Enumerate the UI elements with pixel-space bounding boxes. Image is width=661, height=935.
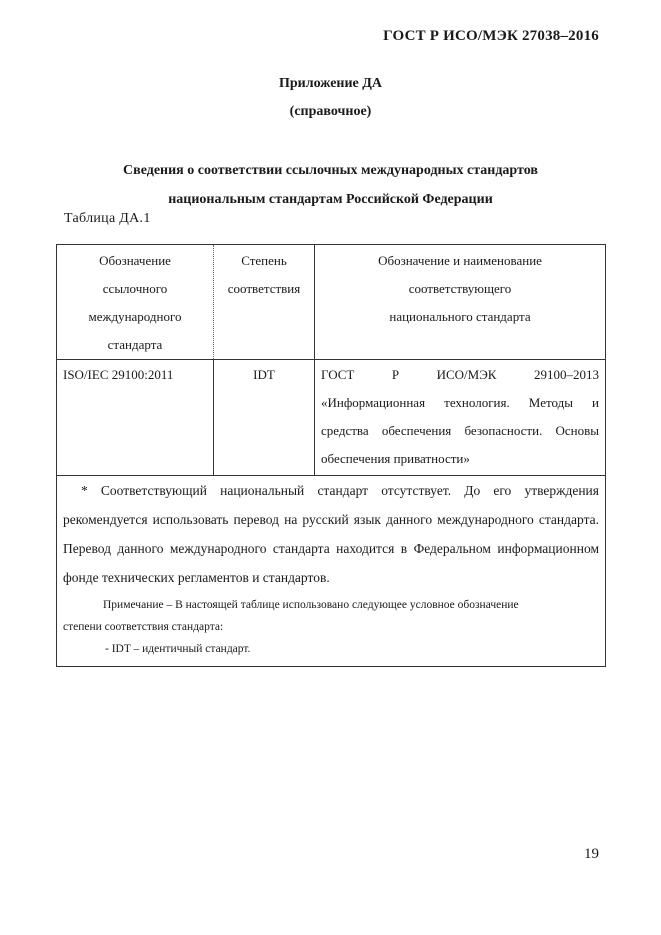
note-item: - IDT – идентичный стандарт. xyxy=(105,643,251,655)
designation-part: 29100–2013 xyxy=(533,367,599,382)
header-text: международного xyxy=(88,309,182,324)
designation-part: ИСО/МЭК xyxy=(436,367,497,382)
note-line-2: степени соответствия стандарта: xyxy=(63,621,224,633)
appendix-subtitle: (справочное) xyxy=(289,104,372,119)
appendix-title: Приложение ДА xyxy=(278,76,383,91)
header-text: национального стандарта xyxy=(389,309,531,324)
header-text: стандарта xyxy=(107,337,163,352)
page-number: 19 xyxy=(584,846,599,862)
header-text: ссылочного xyxy=(102,281,168,296)
table-header-row xyxy=(57,245,606,360)
footnote-text: * Соответствующий национальный стандарт отсутствует. До его утверждения рекомендуется использовать перевод на русский язык данного международного стандарта. Перевод данного международного стандарта находится в Федеральном информационном фонде технических регламентов и стандартов. xyxy=(63,483,599,585)
header-reference-standard xyxy=(57,245,214,360)
note-line-1: Примечание – В настоящей таблице использовано следующее условное обозначение xyxy=(103,599,519,611)
table-label: Таблица ДА.1 xyxy=(64,211,151,226)
table-note-row xyxy=(57,476,606,667)
section-heading xyxy=(0,156,661,214)
document-code: ГОСТ Р ИСО/МЭК 27038–2016 xyxy=(383,28,599,44)
national-standard-title: «Информационная технология. Методы и средства обеспечения безопасности. Основы обеспечения приватности» xyxy=(321,395,599,466)
cell-degree: IDT xyxy=(214,360,315,476)
header-national-standard xyxy=(315,245,606,360)
table-row xyxy=(57,360,606,476)
header-text: Степень xyxy=(241,253,287,268)
national-standard-designation xyxy=(321,361,599,389)
table-note-cell xyxy=(57,476,606,667)
section-heading-line-1: Сведения о соответствии ссылочных международных стандартов xyxy=(123,163,538,178)
header-text: Обозначение xyxy=(99,253,171,268)
header-degree xyxy=(214,245,315,360)
header-text: соответствия xyxy=(227,281,301,296)
correspondence-table xyxy=(56,244,606,667)
designation-part: Р xyxy=(391,367,400,382)
designation-part: ГОСТ xyxy=(321,367,355,382)
cell-national-standard xyxy=(315,360,606,476)
header-text: соответствующего xyxy=(408,281,512,296)
cell-reference-standard: ISO/IEC 29100:2011 xyxy=(57,360,214,476)
header-text: Обозначение и наименование xyxy=(378,253,542,268)
section-heading-line-2: национальным стандартам Российской Федерации xyxy=(168,192,493,207)
